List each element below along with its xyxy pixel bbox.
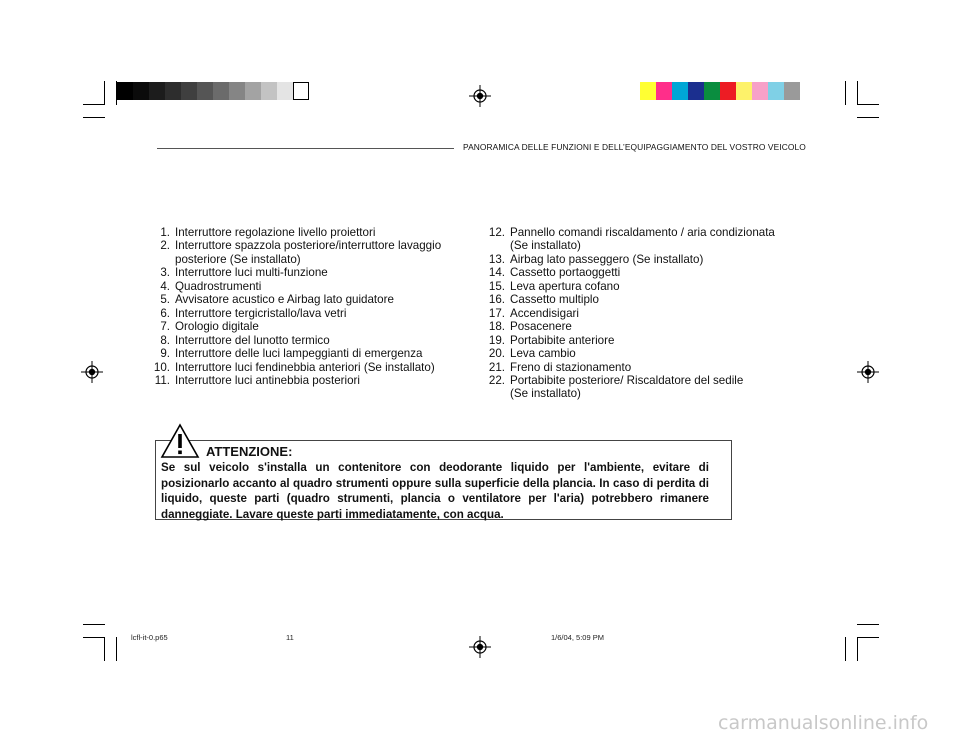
list-item-text: Avvisatore acustico e Airbag lato guidatore [175, 293, 394, 307]
list-item-text: Interruttore luci multi-funzione [175, 266, 328, 280]
color-swatch [277, 82, 293, 100]
footer-timestamp: 1/6/04, 5:09 PM [551, 633, 604, 642]
list-item-number: 18. [488, 320, 505, 334]
color-swatch [133, 82, 149, 100]
list-item-text: Interruttore delle luci lampeggianti di emergenza [175, 347, 423, 361]
list-item-number: 17. [488, 306, 505, 320]
list-item-text: Interruttore tergicristallo/lava vetri [175, 306, 347, 320]
color-swatch [149, 82, 165, 100]
list-item-text: Quadrostrumenti [175, 279, 262, 293]
list-item-text: Portabibite anteriore [510, 333, 615, 347]
list-item-number: 11. [154, 373, 170, 387]
list-item-text: Airbag lato passeggero (Se installato) [510, 252, 704, 266]
list-item-number: 21. [488, 360, 505, 374]
list-item [142, 280, 474, 293]
list-item-number: 5. [160, 293, 170, 307]
list-item [142, 266, 474, 279]
list-item-number: 22. [488, 373, 505, 387]
color-swatch [720, 82, 736, 100]
list-item-text: Leva cambio [510, 347, 576, 361]
list-item-continuation: (Se installato) [510, 239, 581, 253]
list-item [477, 266, 797, 279]
list-item-text: Posacenere [510, 320, 572, 334]
list-item-number: 3. [160, 266, 170, 280]
list-item [142, 226, 474, 239]
color-swatch [752, 82, 768, 100]
watermark: carmanualsonline.info [718, 712, 929, 734]
list-item-text: Interruttore spazzola posteriore/interruttore lavaggio [175, 239, 442, 253]
color-swatch [117, 82, 133, 100]
list-item [477, 334, 797, 347]
list-item-text: Interruttore luci antinebbia posteriori [175, 373, 360, 387]
footer-filename: lcfl-it-0.p65 [131, 633, 168, 642]
list-item-number: 20. [488, 347, 505, 361]
color-swatch [656, 82, 672, 100]
feature-list-left [142, 226, 474, 387]
list-item [142, 334, 474, 347]
warning-triangle-icon [160, 423, 200, 459]
registration-mark-icon [857, 361, 879, 383]
color-swatch [704, 82, 720, 100]
list-item [142, 307, 474, 320]
list-item-text: Interruttore luci fendinebbia anteriori (Se installato) [175, 360, 435, 374]
list-item-number: 10. [153, 360, 170, 374]
list-item-number: 16. [488, 293, 505, 307]
list-item [142, 239, 474, 252]
list-item-number: 8. [160, 333, 170, 347]
registration-mark-icon [81, 361, 103, 383]
list-item-continuation: posteriore (Se installato) [175, 252, 301, 266]
list-item [142, 347, 474, 360]
list-item-number: 13. [488, 252, 505, 266]
list-item [477, 347, 797, 360]
list-item-number: 2. [160, 239, 170, 253]
list-item [477, 307, 797, 320]
list-item-text: Cassetto portaoggetti [510, 266, 621, 280]
list-item-number: 14. [488, 266, 505, 280]
list-item [477, 253, 797, 266]
list-item-number: 1. [160, 226, 170, 239]
list-item-continuation: (Se installato) [510, 387, 581, 401]
color-swatch [197, 82, 213, 100]
list-item [477, 320, 797, 333]
registration-mark-icon [469, 636, 491, 658]
list-item-text: Interruttore regolazione livello proiettori [175, 226, 376, 239]
color-swatch [640, 82, 656, 100]
color-swatch [261, 82, 277, 100]
list-item [142, 361, 474, 374]
list-item [142, 293, 474, 306]
header-rule [157, 148, 454, 149]
list-item-text: Leva apertura cofano [510, 279, 620, 293]
list-item-number: 19. [488, 333, 505, 347]
footer-page-number: 11 [286, 633, 294, 642]
list-item-number: 15. [488, 279, 505, 293]
grayscale-calibration-bar [117, 82, 309, 100]
color-swatch [736, 82, 752, 100]
color-swatch [293, 82, 309, 100]
list-item [142, 320, 474, 333]
list-item-number: 12. [488, 226, 505, 239]
list-item [142, 374, 474, 387]
list-item-text: Interruttore del lunotto termico [175, 333, 330, 347]
list-item-text: Pannello comandi riscaldamento / aria condizionata [510, 226, 775, 239]
list-item [477, 293, 797, 306]
list-item-number: 6. [160, 306, 170, 320]
warning-title: ATTENZIONE: [206, 444, 293, 459]
color-swatch [688, 82, 704, 100]
color-swatch [181, 82, 197, 100]
list-item-number: 7. [160, 320, 170, 334]
color-swatch [784, 82, 800, 100]
list-item-text: Portabibite posteriore/ Riscaldatore del sedile [510, 373, 744, 387]
color-swatch [213, 82, 229, 100]
color-swatch [229, 82, 245, 100]
color-swatch [245, 82, 261, 100]
color-calibration-bar [640, 82, 800, 100]
list-item-number: 4. [160, 279, 170, 293]
list-item [477, 361, 797, 374]
color-swatch [768, 82, 784, 100]
registration-mark-icon [469, 85, 491, 107]
list-item-text: Accendisigari [510, 306, 579, 320]
color-swatch [672, 82, 688, 100]
list-item-number: 9. [160, 347, 170, 361]
list-item-text: Cassetto multiplo [510, 293, 599, 307]
page-header-title: PANORAMICA DELLE FUNZIONI E DELL’EQUIPAGGIAMENTO DEL VOSTRO VEICOLO [463, 142, 806, 152]
feature-list-right [477, 226, 797, 401]
list-item [477, 374, 797, 387]
list-item-text: Orologio digitale [175, 320, 259, 334]
color-swatch [165, 82, 181, 100]
list-item [477, 226, 797, 239]
warning-text: Se sul veicolo s'installa un contenitore con deodorante liquido per l'ambiente, evitare di posizionarlo accanto al quadro strumenti oppure sulla superficie della plancia. In caso di perdita di liquido, queste parti (quadro strumenti, plancia o ventilatore per l'aria) potrebbero rimanere danneggiate. Lavare queste parti immediatamente, con acqua. [161, 461, 709, 521]
list-item-text: Freno di stazionamento [510, 360, 632, 374]
list-item [477, 280, 797, 293]
